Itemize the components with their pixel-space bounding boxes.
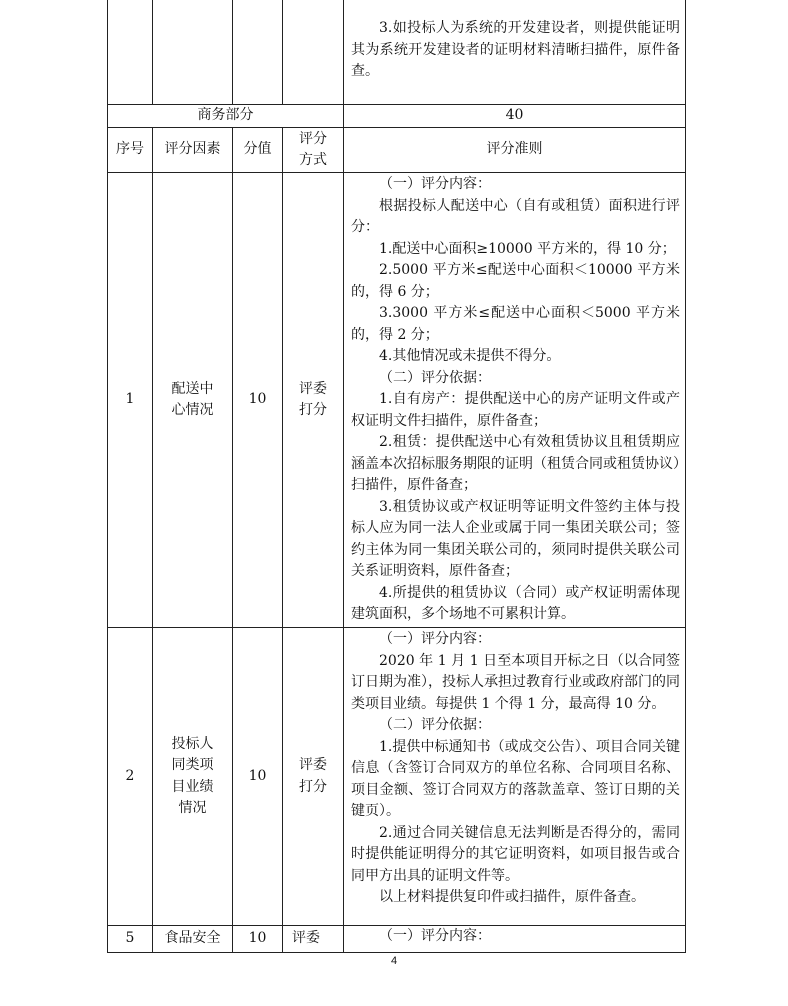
criteria-line: 2.5000 平方米≤配送中心面积＜10000 平方米的，得 6 分； (351, 262, 680, 300)
header-points: 分值 (233, 128, 283, 173)
criteria-line: 4.其他情况或未提供不得分。 (379, 348, 561, 364)
business-section-score: 40 (344, 105, 686, 128)
empty-cell (153, 0, 233, 105)
empty-cell (108, 0, 153, 105)
row-factor: 食品安全 (153, 926, 233, 953)
business-section-label: 商务部分 (108, 105, 344, 128)
empty-cell (233, 0, 283, 105)
criteria-cell (344, 926, 686, 953)
criteria-line: 3.租赁协议或产权证明等证明文件签约主体与投标人应为同一法人企业或属于同一集团关联公司；签约主体为同一集团关联公司的，须同时提供关联公司关系证明资料，原件备查； (351, 498, 680, 579)
row-points: 10 (233, 628, 283, 926)
header-method: 评分方式 (283, 128, 344, 173)
header-index: 序号 (108, 128, 153, 173)
row-points: 10 (233, 173, 283, 628)
scoring-table (107, 0, 686, 953)
table-row (108, 926, 686, 953)
criteria-line: 1.自有房产：提供配送中心的房产证明文件或产权证明文件扫描件，原件备查； (351, 391, 680, 429)
row-points: 10 (233, 926, 283, 953)
continued-row (108, 0, 686, 105)
criteria-cell (344, 628, 686, 926)
criteria-line: 2020 年 1 月 1 日至本项目开标之日（以合同签订日期为准），投标人承担过教育行业或政府部门的同类项目业绩。每提供 1 个得 1 分，最高得 10 分。 (351, 652, 680, 712)
criteria-cell (344, 173, 686, 628)
row-index: 1 (108, 173, 153, 628)
criteria-line: （二）评分依据： (379, 369, 491, 386)
criteria-line: （一）评分内容： (379, 928, 491, 944)
criteria-line: 3.3000 平方米≤配送中心面积＜5000 平方米的，得 2 分； (351, 305, 680, 343)
criteria-line: 根据投标人配送中心（自有或租赁）面积进行评分： (351, 197, 680, 235)
business-section-row (108, 105, 686, 128)
criteria-line: 1.提供中标通知书（或成交公告）、项目合同关键信息（含签订合同双方的单位名称、合同项目名称、项目金额、签订合同双方的落款盖章、签订日期的关键页）。 (351, 738, 680, 819)
criteria-line: 以上材料提供复印件或扫描件，原件备查。 (379, 889, 645, 905)
header-factor: 评分因素 (153, 128, 233, 173)
criteria-line: （一）评分内容： (379, 631, 491, 647)
row-factor: 投标人同类项目业绩情况 (153, 628, 233, 926)
header-criteria: 评分准则 (344, 128, 686, 173)
row-method: 评委打分 (283, 628, 344, 926)
criteria-line: 2.租赁：提供配送中心有效租赁协议且租赁期应涵盖本次招标服务期限的证明（租赁合同或租赁协议）扫描件，原件备查； (351, 434, 680, 493)
page-number: 4 (390, 955, 398, 967)
header-row (108, 128, 686, 173)
criteria-line: 4.所提供的租赁协议（合同）或产权证明需体现建筑面积，多个场地不可累积计算。 (351, 584, 680, 622)
criteria-line: 1.配送中心面积≥10000 平方米的，得 10 分； (379, 240, 676, 257)
table-row (108, 628, 686, 926)
criteria-line: （一）评分内容： (379, 176, 491, 192)
table-row (108, 173, 686, 628)
row-method: 评委打分 (283, 173, 344, 628)
row-index: 5 (108, 926, 153, 953)
criteria-line: 2.通过合同关键信息无法判断是否得分的，需同时提供能证明得分的其它证明资料，如项目报告或合同甲方出具的证明文件等。 (351, 824, 680, 884)
empty-cell (283, 0, 344, 105)
criteria-line: 3.如投标人为系统的开发建设者，则提供能证明其为系统开发建设者的证明材料清晰扫描件，原件备查。 (351, 20, 680, 79)
criteria-cell (344, 0, 686, 105)
row-index: 2 (108, 628, 153, 926)
criteria-line: （二）评分依据： (379, 717, 491, 733)
row-factor: 配送中心情况 (153, 173, 233, 628)
row-method: 评委 (283, 926, 344, 953)
